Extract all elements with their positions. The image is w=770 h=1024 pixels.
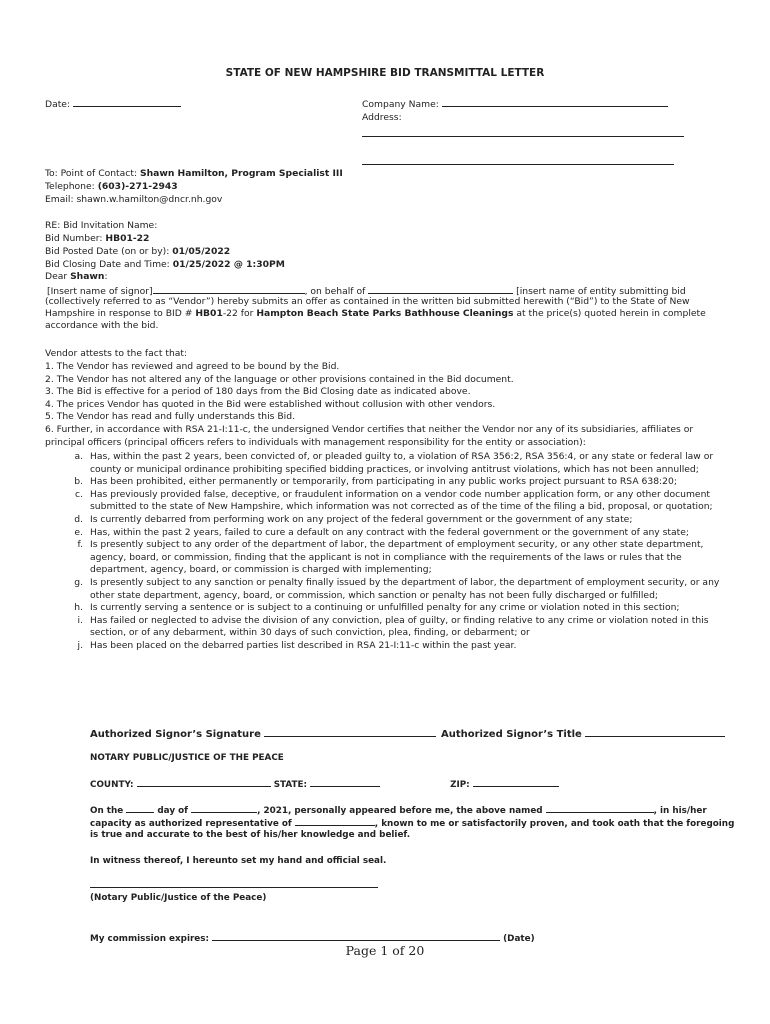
certification-item [45,539,735,577]
known-text: , known to me or satisfactorily proven, and took oath that the foregoing [374,819,735,829]
certification-marker: j. [77,639,83,651]
point-of-contact [45,168,343,181]
attest-item [45,399,735,412]
certification-text: Has been placed on the debarred parties list described in RSA 21-I:11-c within the past year. [90,639,517,651]
attest-item-text: The Vendor has reviewed and agreed to be bound by the Bid. [56,361,340,372]
represented-entity-blank[interactable] [295,816,375,826]
attest-item-number: 1. [45,361,54,372]
offer-line-2: (collectively referred to as “Vendor”) hereby submits an offer as contained in the written bid submitted herewith (“Bid”) to the State of New [45,296,690,307]
on-the-text: On the [90,806,127,816]
bid-number-value: HB01-22 [105,233,150,244]
bid-closing-line [45,259,285,272]
certification-item [45,527,735,540]
attest-item-number: 2. [45,373,54,385]
offer-bid-code: HB01 [195,308,223,319]
certification-marker: d. [74,513,83,525]
bid-closing-value: 01/25/2022 @ 1:30PM [172,259,285,270]
zip-label: ZIP: [450,780,473,790]
capacity-text: capacity as authorized representative of [90,819,295,829]
salutation-colon: : [104,271,108,282]
certification-text: Has, within the past 2 years, failed to cure a default on any contract with the federal government or the government of any state; [90,526,689,538]
offer-line-4: accordance with the bid. [45,320,159,331]
telephone-line [45,181,178,194]
certification-item [45,602,735,615]
offer-bid-project: Hampton Beach State Parks Bathhouse Cleanings [256,308,514,319]
company-label: Company Name: [362,99,442,110]
offer-bid-ref-text: Hampshire in response to BID # [45,308,196,319]
year-text: , 2021, personally appeared before me, the above named [257,806,546,816]
date-blank [73,97,181,107]
notary-statement-line-3: is true and accurate to the best of his/her knowledge and belief. [90,830,411,840]
attest-item [45,374,735,387]
certification-marker: h. [74,602,83,614]
signature-label: Authorized Signor’s Signature [90,729,265,740]
email-line: Email: shawn.w.hamilton@dncr.nh.gov [45,194,223,205]
signature-blank[interactable] [264,727,436,737]
certification-item [45,451,735,476]
offer-price-text: at the price(s) quoted herein in complete [513,308,706,319]
attest-item-text: The Bid is effective for a period of 180 days from the Bid Closing date as indicated above. [56,386,471,398]
bid-number-label: Bid Number: [45,233,106,244]
county-state-zip-line [90,777,730,792]
address-line-1 [362,136,684,137]
document-title: STATE OF NEW HAMPSHIRE BID TRANSMITTAL LETTER [225,67,545,79]
witness-statement: In witness thereof, I hereunto set my hand and official seal. [90,856,387,866]
certification-marker: i. [77,614,83,626]
certification-list [45,451,735,653]
certification-item [45,640,735,653]
bid-closing-label: Bid Closing Date and Time: [45,259,173,270]
certification-text: Has been prohibited, either permanently or temporarily, from participating in any public works project pursuant to RSA 638:20; [90,476,677,488]
attest-item-text: The Vendor has read and fully understands this Bid. [56,411,295,423]
attest-item [45,411,735,424]
certification-text: Is currently debarred from performing work on any project of the federal government or the government of any state; [90,513,633,525]
signor-name-blank [153,284,305,294]
telephone-label: Telephone: [45,181,98,192]
offer-on-behalf-text: , on behalf of [304,286,369,297]
attest-item-6: 6. Further, in accordance with RSA 21-I:11-c, the undersigned Vendor certifies that neither the Vendor nor any of its subsidiaries, affiliates or principal officers (principal officers refers to individuals with management responsibility for the entity or association): [45,423,694,448]
month-blank[interactable] [191,803,257,813]
certification-marker: e. [74,526,83,538]
offer-line-3 [45,308,706,321]
day-of-text: day of [154,806,192,816]
certification-marker: b. [74,476,83,488]
certification-text: Has, within the past 2 years, been convicted of, or pleaded guilty to, a violation of RSA 356:2, RSA 356:4, or any state or federal law or county or municipal ordinance prohibiting specified bidding practices, or involving antitrust violations, which has not been annulled; [90,451,714,475]
notary-signature-line[interactable] [90,887,378,888]
salutation-label: Dear [45,271,71,282]
signor-title-blank[interactable] [585,727,725,737]
address-line-2 [362,164,674,165]
contact-label: To: Point of Contact: [45,168,140,179]
certification-marker: a. [74,451,83,462]
entity-name-blank [368,284,513,294]
company-blank [442,97,668,107]
certification-marker: f. [77,539,83,551]
commission-date-blank[interactable] [212,931,500,941]
salutation [45,271,108,284]
commission-label: My commission expires: [90,934,213,944]
certification-item [45,489,735,514]
bid-posted-line [45,246,230,259]
salutation-name: Shawn [70,271,105,282]
certification-item [45,577,735,602]
offer-bid-suffix: -22 for [222,308,257,319]
notary-signature-caption: (Notary Public/Justice of the Peace) [90,893,267,903]
bid-posted-label: Bid Posted Date (on or by): [45,246,173,257]
company-name-field [362,97,668,112]
attest-intro: Vendor attests to the fact that: [45,348,188,359]
attest-list [45,361,735,449]
attest-item-number: 3. [45,386,54,398]
page-number: Page 1 of 20 [345,943,425,958]
state-label: STATE: [270,780,311,790]
attest-item [45,386,735,399]
county-blank[interactable] [137,777,271,787]
attest-item-text: The Vendor has not altered any of the language or other provisions contained in the Bid document. [56,373,514,385]
offer-entity-text: [insert name of entity submitting bid [513,286,686,297]
his-her-text: , in his/her [653,806,707,816]
certification-text: Has previously provided false, deceptive, or fraudulent information on a vendor code number application form, or any other document submitted to the state of New Hampshire, which information was not corrected as of the time of the filing a bid, proposal, or quotation; [90,488,713,513]
certification-text: Is presently subject to any sanction or penalty finally issued by the department of labor, the department of employment security, or any other state department, agency, board, or commission, which sanction or penalty has not been fully discharged or fulfilled; [90,576,720,601]
bid-number-line [45,233,149,246]
certification-text: Is presently subject to any order of the department of labor, the department of employment security, or any other state department, agency, board, or commission, finding that the applicant is not in compliance with the requirements of the laws or rules that the department, agency, board, or commission is charged with implementing; [90,539,704,576]
certification-text: Is currently serving a sentence or is subject to a continuing or unfulfilled penalty for any crime or violation noted in this section; [90,602,680,614]
telephone-value: (603)-271-2943 [97,181,178,192]
day-blank[interactable] [126,803,154,813]
attest-item-number: 5. [45,411,54,423]
attest-item-text: The prices Vendor has quoted in the Bid were established without collusion with other vendors. [56,398,496,410]
certification-marker: c. [75,488,83,500]
date-label: Date: [45,99,73,110]
signor-title-label: Authorized Signor’s Title [441,729,586,740]
offer-signor-text: [Insert name of signor] [47,286,153,297]
attest-item-number: 4. [45,398,54,410]
bid-invitation-name: RE: Bid Invitation Name: [45,220,158,231]
commission-date-caption: (Date) [500,934,535,944]
certification-text: Has failed or neglected to advise the division of any conviction, plea of guilty, or finding relative to any crime or violation noted in this section, or of any debarment, within 30 days of such conviction, plea, finding, or debarment; or [90,614,709,639]
certification-item [45,514,735,527]
notary-heading: NOTARY PUBLIC/JUSTICE OF THE PEACE [90,753,284,763]
attest-item [45,361,735,374]
county-label: COUNTY: [90,780,137,790]
certification-item [45,476,735,489]
certification-item [45,615,735,640]
signature-field [90,727,436,742]
certification-marker: g. [74,576,83,588]
address-label: Address: [362,112,402,123]
bid-posted-value: 01/05/2022 [172,246,231,257]
date-field [45,97,181,112]
state-blank[interactable] [310,777,380,787]
appearer-name-blank[interactable] [546,803,654,813]
signor-title-field [441,727,725,742]
contact-name: Shawn Hamilton, Program Specialist III [139,168,343,179]
zip-blank[interactable] [473,777,559,787]
